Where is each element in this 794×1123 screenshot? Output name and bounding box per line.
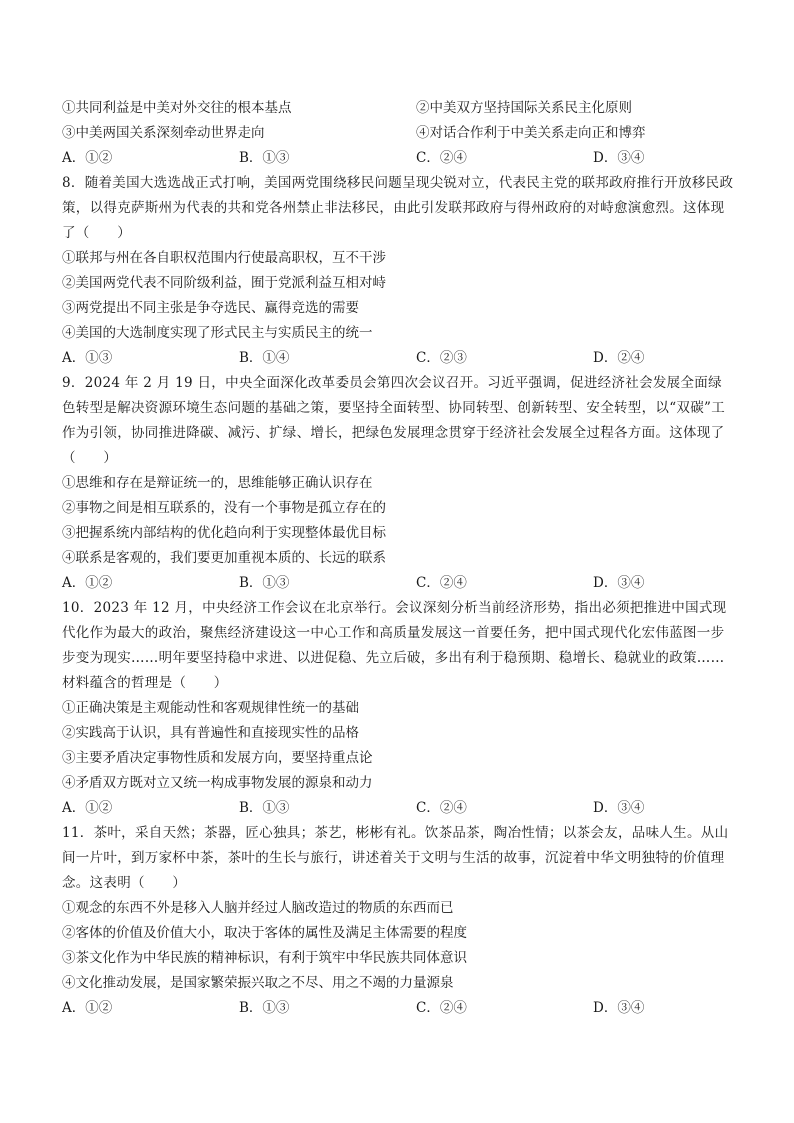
option-1: ①联邦与州在各自职权范围内行使最高职权，互不干涉	[62, 250, 386, 266]
answer-choices	[62, 571, 734, 596]
option-3: ③茶文化作为中华民族的精神标识，有利于筑牢中华民族共同体意识	[62, 950, 467, 966]
choice-d: D．③④	[593, 575, 645, 591]
exam-page	[62, 96, 734, 1021]
answer-choices	[62, 346, 734, 371]
option-3: ③两党提出不同主张是争夺选民、赢得竞选的需要	[62, 300, 359, 316]
answer-choices	[62, 796, 734, 821]
choice-c: C．②④	[416, 575, 467, 591]
choice-a: A．①③	[62, 350, 113, 366]
option-4: ④联系是客观的，我们要更加重视本质的、长远的联系	[62, 550, 386, 566]
option-1: ①思维和存在是辩证统一的，思维能够正确认识存在	[62, 475, 373, 491]
option-3: ③主要矛盾决定事物性质和发展方向，要坚持重点论	[62, 750, 373, 766]
choice-b: B．①③	[239, 1000, 290, 1016]
question-stem: 9．2024 年 2 月 19 日，中央全面深化改革委员会第四次会议召开。习近平强调，促进经济社会发展全面绿色转型是解决资源环境生态问题的基础之策，要坚持全面转型、协同转型、创新转型、安全转型，以“双碳”工作为引领，协同推进降碳、减污、扩绿、增长，把绿色发展理念贯穿于经济社会发展全过程各方面。这体现了（ ）	[62, 375, 726, 466]
option-2: ②美国两党代表不同阶级利益，囿于党派利益互相对峙	[62, 275, 386, 291]
choice-c: C．②③	[416, 350, 467, 366]
question-stem: 11．茶叶，采自天然；茶器，匠心独具；茶艺，彬彬有礼。饮茶品茶，陶冶性情；以茶会友，品味人生。从山间一片叶，到万家杯中茶，茶叶的生长与旅行，讲述着关于文明与生活的故事，沉淀着中华文明独特的价值理念。这表明（ ）	[62, 825, 729, 891]
choice-c: C．②④	[416, 1000, 467, 1016]
choice-a: A．①②	[62, 800, 113, 816]
option-4: ④对话合作利于中美关系走向正和博弈	[416, 125, 646, 141]
question-stem: 10．2023 年 12 月，中央经济工作会议在北京举行。会议深刻分析当前经济形势，指出必须把推进中国式现代化作为最大的政治，聚焦经济建设这一中心工作和高质量发展这一首要任务，把中国式现代化宏伟蓝图一步步变为现实……明年要坚持稳中求进、以进促稳、先立后破，多出有利于稳预期、稳增长、稳就业的政策……材料蕴含的哲理是（ ）	[62, 600, 727, 691]
question-stem: 8．随着美国大选选战正式打响，美国两党围绕移民问题呈现尖锐对立，代表民主党的联邦政府推行开放移民政策，以得克萨斯州为代表的共和党各州禁止非法移民，由此引发联邦政府与得州政府的对峙愈演愈烈。这体现了（ ）	[62, 175, 734, 241]
option-3: ③中美两国关系深刻牵动世界走向	[62, 125, 265, 141]
option-2: ②事物之间是相互联系的，没有一个事物是孤立存在的	[62, 500, 386, 516]
choice-b: B．①③	[239, 575, 290, 591]
option-row	[62, 121, 734, 146]
option-2: ②中美双方坚持国际关系民主化原则	[416, 100, 632, 116]
choice-d: D．③④	[593, 150, 645, 166]
option-4: ④文化推动发展，是国家繁荣振兴取之不尽、用之不竭的力量源泉	[62, 975, 454, 991]
choice-c: C．②④	[416, 150, 467, 166]
choice-a: A．①②	[62, 1000, 113, 1016]
choice-a: A．①②	[62, 150, 113, 166]
option-1: ①观念的东西不外是移入人脑并经过人脑改造过的物质的东西而已	[62, 900, 454, 916]
question-7-options	[62, 96, 734, 171]
choice-c: C．②④	[416, 800, 467, 816]
option-4: ④矛盾双方既对立又统一构成事物发展的源泉和动力	[62, 775, 373, 791]
question-9	[62, 371, 734, 596]
option-3: ③把握系统内部结构的优化趋向利于实现整体最优目标	[62, 525, 386, 541]
choice-d: D．②④	[593, 350, 645, 366]
question-11	[62, 821, 734, 1021]
choice-b: B．①③	[239, 800, 290, 816]
option-1: ①正确决策是主观能动性和客观规律性统一的基础	[62, 700, 359, 716]
option-1: ①共同利益是中美对外交往的根本基点	[62, 100, 292, 116]
answer-choices	[62, 996, 734, 1021]
option-2: ②客体的价值及价值大小，取决于客体的属性及满足主体需要的程度	[62, 925, 467, 941]
choice-b: B．①④	[239, 350, 290, 366]
choice-d: D．③④	[593, 800, 645, 816]
option-2: ②实践高于认识，具有普遍性和直接现实性的品格	[62, 725, 359, 741]
choice-a: A．①②	[62, 575, 113, 591]
answer-choices	[62, 146, 734, 171]
question-10	[62, 596, 734, 821]
choice-d: D．③④	[593, 1000, 645, 1016]
option-row	[62, 96, 734, 121]
option-4: ④美国的大选制度实现了形式民主与实质民主的统一	[62, 325, 373, 341]
choice-b: B．①③	[239, 150, 290, 166]
question-8	[62, 171, 734, 371]
